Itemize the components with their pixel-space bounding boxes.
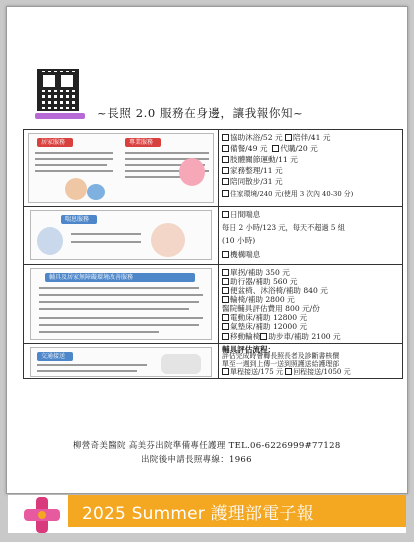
newsletter-page	[6, 6, 408, 494]
nurse-figure	[179, 158, 205, 186]
text-line	[39, 317, 203, 319]
text-line	[39, 301, 199, 303]
text-line	[35, 158, 113, 160]
text-line	[71, 233, 141, 235]
service-option: 電動床/補助 12800 元	[222, 312, 307, 323]
service-option: 日間喘息	[222, 209, 260, 220]
service-option: 便盆椅、沐浴椅/補助 840 元	[222, 285, 328, 296]
caregiver-figure	[65, 178, 87, 200]
text-line	[125, 152, 209, 154]
checkbox[interactable]	[222, 167, 229, 174]
checkbox[interactable]	[272, 145, 279, 152]
service-option: 機構喘息	[222, 249, 260, 260]
checkbox[interactable]	[222, 156, 229, 163]
checkbox[interactable]	[285, 368, 292, 375]
service-option: 移動輪椅 助步車/補助 2100 元	[222, 331, 341, 342]
text-line	[39, 324, 199, 326]
text-line	[39, 294, 203, 296]
services-table	[23, 129, 403, 379]
checkbox[interactable]	[260, 333, 267, 340]
contact-line: 柳營奇美醫院 高美芬出院準備專任護理 TEL.06-6226999#77128	[73, 441, 341, 451]
nursing-cross-logo-icon	[22, 497, 62, 533]
text-line	[39, 287, 199, 289]
checkbox[interactable]	[285, 134, 292, 141]
text-line	[37, 364, 147, 366]
checkbox[interactable]	[222, 368, 229, 375]
qr-code[interactable]	[37, 69, 79, 111]
text-line	[35, 152, 113, 154]
text-line	[35, 164, 107, 166]
evaluation-process-text: 單至一週到上傳一送到照護送給護理部	[222, 360, 340, 368]
row-divider	[24, 264, 402, 265]
home-care-illustration	[28, 133, 214, 203]
respite-figure-left	[37, 227, 63, 255]
respite-illustration	[30, 210, 212, 260]
service-detail: (10 小時)	[222, 236, 256, 245]
checkbox[interactable]	[222, 190, 229, 197]
checkbox[interactable]	[222, 333, 229, 340]
service-option: 單程接送/175 元 回程接送/1050 元	[222, 368, 351, 377]
text-line	[35, 170, 113, 172]
service-option: 住家環境/240 元(使用 3 次內 40-30 分)	[222, 189, 353, 200]
checkbox[interactable]	[222, 323, 229, 330]
checkbox[interactable]	[222, 296, 229, 303]
hotline-line: 出院後申請長照專線：1966	[141, 455, 252, 465]
text-line	[39, 331, 159, 333]
page-title: ~長照 2.0 服務在身邊，讓我報你知~	[97, 106, 304, 120]
service-detail: 醫院輔具評估費用 800 元/份	[222, 304, 320, 313]
service-option: 陪同散步/31 元	[222, 176, 283, 187]
service-option: 輪椅/補助 2800 元	[222, 294, 295, 305]
row-divider	[24, 343, 402, 344]
service-option: 肢體關節運動/11 元	[222, 154, 298, 165]
service-option: 家務整理/11 元	[222, 165, 283, 176]
service-option: 氣墊床/補助 12000 元	[222, 321, 307, 332]
text-line	[37, 370, 137, 372]
respite-figure-right	[151, 223, 185, 257]
respite-tag: 喘息服務	[61, 215, 97, 224]
newsletter-banner	[8, 495, 406, 533]
checkbox[interactable]	[222, 314, 229, 321]
checkbox[interactable]	[222, 287, 229, 294]
checkbox[interactable]	[222, 278, 229, 285]
service-option: 備餐/49 元 代購/20 元	[222, 143, 318, 154]
evaluation-process-title: 輔具評估流程：	[222, 345, 276, 354]
text-line	[39, 308, 189, 310]
banner-title: 2025 Summer 護理部電子報	[82, 504, 314, 524]
checkbox[interactable]	[222, 211, 229, 218]
service-option: 助行器/補助 560 元	[222, 276, 297, 287]
checkbox[interactable]	[222, 251, 229, 258]
checkbox[interactable]	[222, 134, 229, 141]
vehicle-icon	[161, 354, 201, 374]
home-care-tag: 居家服務	[37, 138, 73, 147]
service-option: 單拐/補助 350 元	[222, 267, 290, 278]
column-divider	[218, 130, 219, 378]
aids-illustration	[30, 268, 212, 340]
professional-care-tag: 專業服務	[125, 138, 161, 147]
row-divider	[24, 206, 402, 207]
service-option: 協助沐浴/52 元 陪伴/41 元	[222, 132, 330, 143]
qr-caption-bar	[35, 113, 85, 119]
transport-tag: 交通接送	[37, 352, 73, 361]
elder-figure	[87, 184, 105, 200]
text-line	[125, 176, 185, 178]
checkbox[interactable]	[222, 178, 229, 185]
checkbox[interactable]	[222, 269, 229, 276]
checkbox[interactable]	[222, 145, 229, 152]
transport-illustration	[30, 347, 212, 377]
aids-tag: 輔具及居家無障礙環境改善服務	[45, 273, 195, 282]
service-detail: 每日 2 小時/123 元，每天不超過 5 組	[222, 223, 345, 232]
evaluation-process-text: 評估完成時會轉長照長者及診斷書核價	[222, 352, 340, 360]
text-line	[71, 241, 141, 243]
